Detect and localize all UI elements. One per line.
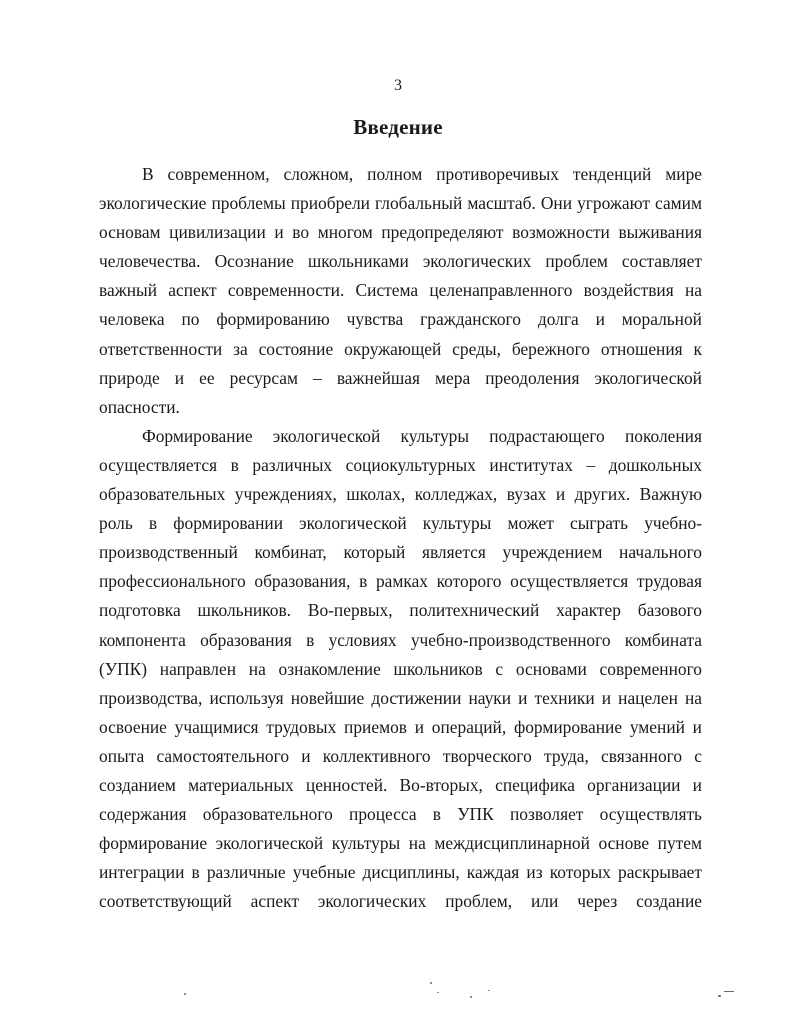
page-title: Введение [353,115,443,139]
text-line: основам цивилизации и во многом предопределяют возможности выживания [99,222,702,243]
text-line: образовательных учреждениях, школах, колледжах, вузах и других. Важную [99,484,702,505]
text-line: производства, используя новейшие достижении науки и техники и нацелен на [99,687,702,708]
scan-speck [430,982,432,984]
text-line: формирование экологической культуры на междисциплинарной основе путем [99,833,702,854]
text-line: интеграции в различные учебные дисциплины, каждая из которых раскрывает [99,862,702,883]
text-line: Формирование экологической культуры подрастающего поколения [142,425,702,446]
text-line: опыта самостоятельного и коллективного творческого труда, связанного с [99,745,702,766]
scan-speck [184,993,186,995]
scan-speck [488,990,490,991]
text-line: производственный комбинат, который является учреждением начального [99,542,702,563]
text-line: соответствующий аспект экологических проблем, или через создание [99,891,702,912]
text-line: опасности. [99,396,180,417]
text-line: В современном, сложном, полном противоречивых тенденций мире [142,164,702,184]
text-line: человека по формированию чувства гражданского долга и моральной [99,309,702,330]
scan-speck [470,996,472,998]
body-text [99,160,702,916]
text-line: человечества. Осознание школьниками экологических проблем составляет [99,251,702,272]
page-number: 3 [394,77,402,94]
text-line: содержания образовательного процесса в УПК позволяет осуществлять [99,804,702,825]
text-line: созданием материальных ценностей. Во-вторых, специфика организации и [99,774,702,795]
text-line: экологические проблемы приобрели глобальный масштаб. Они угрожают самим [99,193,702,214]
text-line: ответственности за состояние окружающей среды, бережного отношения к [99,338,702,359]
text-line: профессионального образования, в рамках которого осуществляется трудовая [99,571,702,592]
text-line: роль в формировании экологической культуры может сыграть учебно- [99,513,702,534]
text-line: важный аспект современности. Система целенаправленного воздействия на [99,280,702,301]
scan-speck [718,995,721,997]
text-line: освоение учащимися трудовых приемов и операций, формирование умений и [99,716,702,737]
text-line: природе и ее ресурсам – важнейшая мера преодоления экологической [99,367,702,388]
text-line: компонента образования в условиях учебно-производственного комбината [99,629,702,650]
text-line: осуществляется в различных социокультурных институтах – дошкольных [99,454,702,475]
text-line: (УПК) направлен на ознакомление школьников с основами современного [99,658,702,679]
text-line: подготовка школьников. Во-первых, политехнический характер базового [99,600,702,621]
scan-speck [437,992,439,993]
scan-speck [724,991,734,992]
